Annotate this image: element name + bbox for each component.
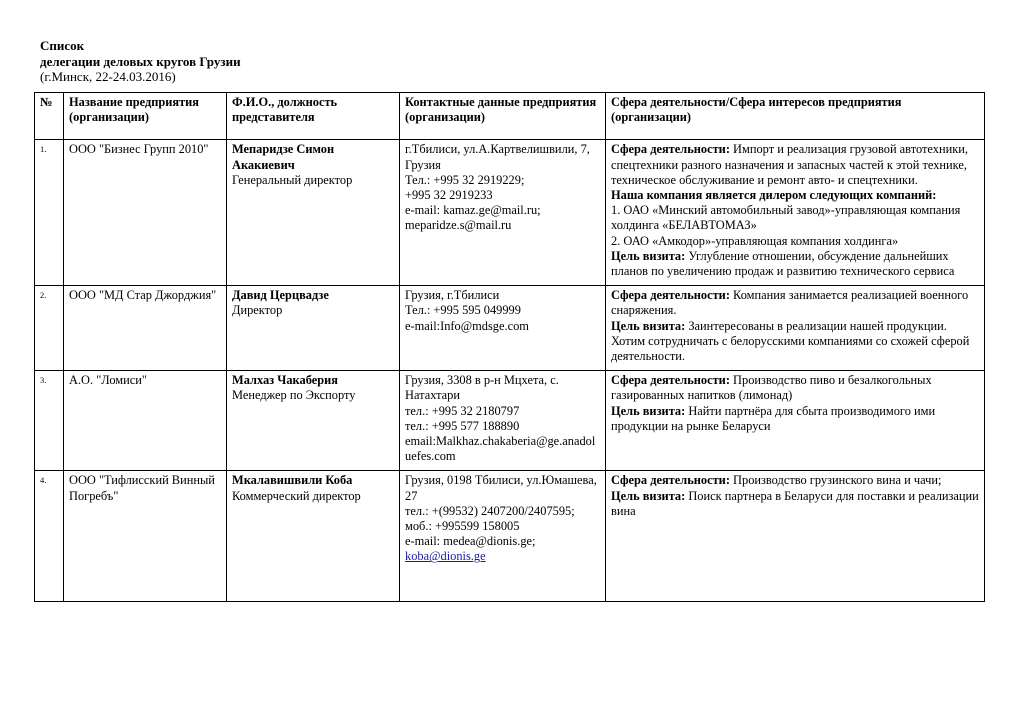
goal-label: Цель визита: [611,248,686,263]
rep-name: Давид Церцвадзе [232,288,329,303]
rep-name: Мкалавишвили Коба [232,473,353,488]
dealer-item: 2. ОАО «Амкодор»-управляющая компания холдинга» [611,233,899,248]
col-header-company: Название предприятия (организации) [64,93,227,140]
goal-text: Заинтересованы в реализации нашей продукции. Хотим сотрудничать с белорусскими компаниями со схожей сферой деятельности. [611,318,970,364]
row-number: 3. [35,371,64,471]
contact-line: Грузия, 3308 в р-н Мцхета, с. Натахтари [405,373,559,403]
contact-line: Грузия, 0198 Тбилиси, ул.Юмашева, 27 [405,473,597,503]
dealer-label: Наша компания является дилером следующих компаний: [611,188,937,203]
contact-line: meparidze.s@mail.ru [405,218,512,233]
cell-spacer [405,565,601,595]
row-number: 2. [35,286,64,371]
rep-name: Малхаз Чакаберия [232,373,338,388]
representative-cell [227,471,400,601]
contacts-cell [400,140,606,286]
table-row [35,371,985,471]
document-header [40,38,241,85]
contact-line: e-mail: kamaz.ge@mail.ru; [405,203,541,218]
activity-cell [606,371,985,471]
rep-position: Коммерческий директор [232,488,361,503]
row-number: 1. [35,140,64,286]
representative-cell [227,140,400,286]
goal-label: Цель визита: [611,403,686,418]
activity-paragraph [611,288,980,318]
col-header-representative: Ф.И.О., должность представителя [227,93,400,140]
col-header-contacts: Контактные данные предприятия (организации) [400,93,606,140]
goal-paragraph [611,404,980,434]
contact-line: Тел.: +995 595 049999 [405,303,521,318]
contact-line: г.Тбилиси, ул.А.Картвелишвили, 7, Грузия [405,142,590,172]
email-link[interactable]: koba@dionis.ge [405,549,486,564]
goal-paragraph [611,489,980,519]
contact-line: тел.: +995 32 2180797 [405,403,520,418]
activity-paragraph [611,142,980,188]
contact-line: Грузия, г.Тбилиси [405,288,500,303]
activity-label: Сфера деятельности: [611,473,730,488]
company-name: ООО "Бизнес Групп 2010" [64,140,227,286]
company-name: ООО "Тифлисский Винный Погребъ" [64,471,227,601]
doc-title: Список [40,38,85,53]
rep-position: Менеджер по Экспорту [232,388,356,403]
contacts-cell [400,371,606,471]
goal-paragraph [611,319,980,365]
col-header-number: № [35,93,64,140]
goal-text: Углубление отношении, обсуждение дальнейших планов по увеличению продаж и развитию технического сервиса [611,248,955,279]
activity-paragraph [611,473,980,488]
rep-position: Директор [232,303,283,318]
table-header-row [35,93,985,140]
activity-text: Производство пиво и безалкогольных газированных напитков (лимонад) [611,373,932,403]
goal-text: Поиск партнера в Беларуси для поставки и реализации вина [611,488,979,518]
contact-line: e-mail:Info@mdsge.com [405,318,529,333]
representative-cell [227,286,400,371]
contact-line: тел.: +(99532) 2407200/2407595; [405,503,575,518]
activity-text: Компания занимается реализацией военного снаряжения. [611,288,969,318]
contact-line: +995 32 2919233 [405,188,493,203]
goal-paragraph [611,249,980,279]
table-row [35,140,985,286]
activity-label: Сфера деятельности: [611,142,730,157]
activity-label: Сфера деятельности: [611,373,730,388]
goal-label: Цель визита: [611,318,686,333]
contact-line: email:Malkhaz.chakaberia@ge.anadoluefes.com [405,434,596,464]
contact-line: моб.: +995599 158005 [405,519,520,534]
activity-cell [606,471,985,601]
contacts-cell [400,471,606,601]
rep-position: Генеральный директор [232,172,353,187]
contact-line: e-mail: medea@dionis.ge; [405,534,536,549]
activity-text: Производство грузинского вина и чачи; [729,473,942,488]
table-row [35,286,985,371]
activity-cell [606,140,985,286]
table-row [35,471,985,601]
contacts-cell [400,286,606,371]
doc-subtitle: делегации деловых кругов Грузии [40,53,241,69]
contact-line: Тел.: +995 32 2919229; [405,172,525,187]
activity-paragraph [611,373,980,403]
goal-text: Найти партнёра для сбыта производимого ими продукции на рынке Беларуси [611,403,936,433]
company-name: А.О. "Ломиси" [64,371,227,471]
row-number: 4. [35,471,64,601]
goal-label: Цель визита: [611,488,686,503]
activity-text: Импорт и реализация грузовой автотехники, спецтехники разного назначения и запасных частей к этой технике, техническое обслуживание и ремонт авто- и спецтехники. [611,142,968,187]
rep-name: Мепаридзе Симон Акакиевич [232,142,335,172]
representative-cell [227,371,400,471]
activity-label: Сфера деятельности: [611,288,730,303]
activity-cell [606,286,985,371]
delegation-table [34,92,985,602]
doc-place-date: (г.Минск, 22-24.03.2016) [40,69,176,84]
company-name: ООО "МД Стар Джорджия" [64,286,227,371]
col-header-activity: Сфера деятельности/Сфера интересов предприятия (организации) [606,93,985,140]
dealer-item: 1. ОАО «Минский автомобильный завод»-управляющая компания холдинга «БЕЛАВТОМАЗ» [611,203,961,233]
contact-line: тел.: +995 577 188890 [405,418,520,433]
